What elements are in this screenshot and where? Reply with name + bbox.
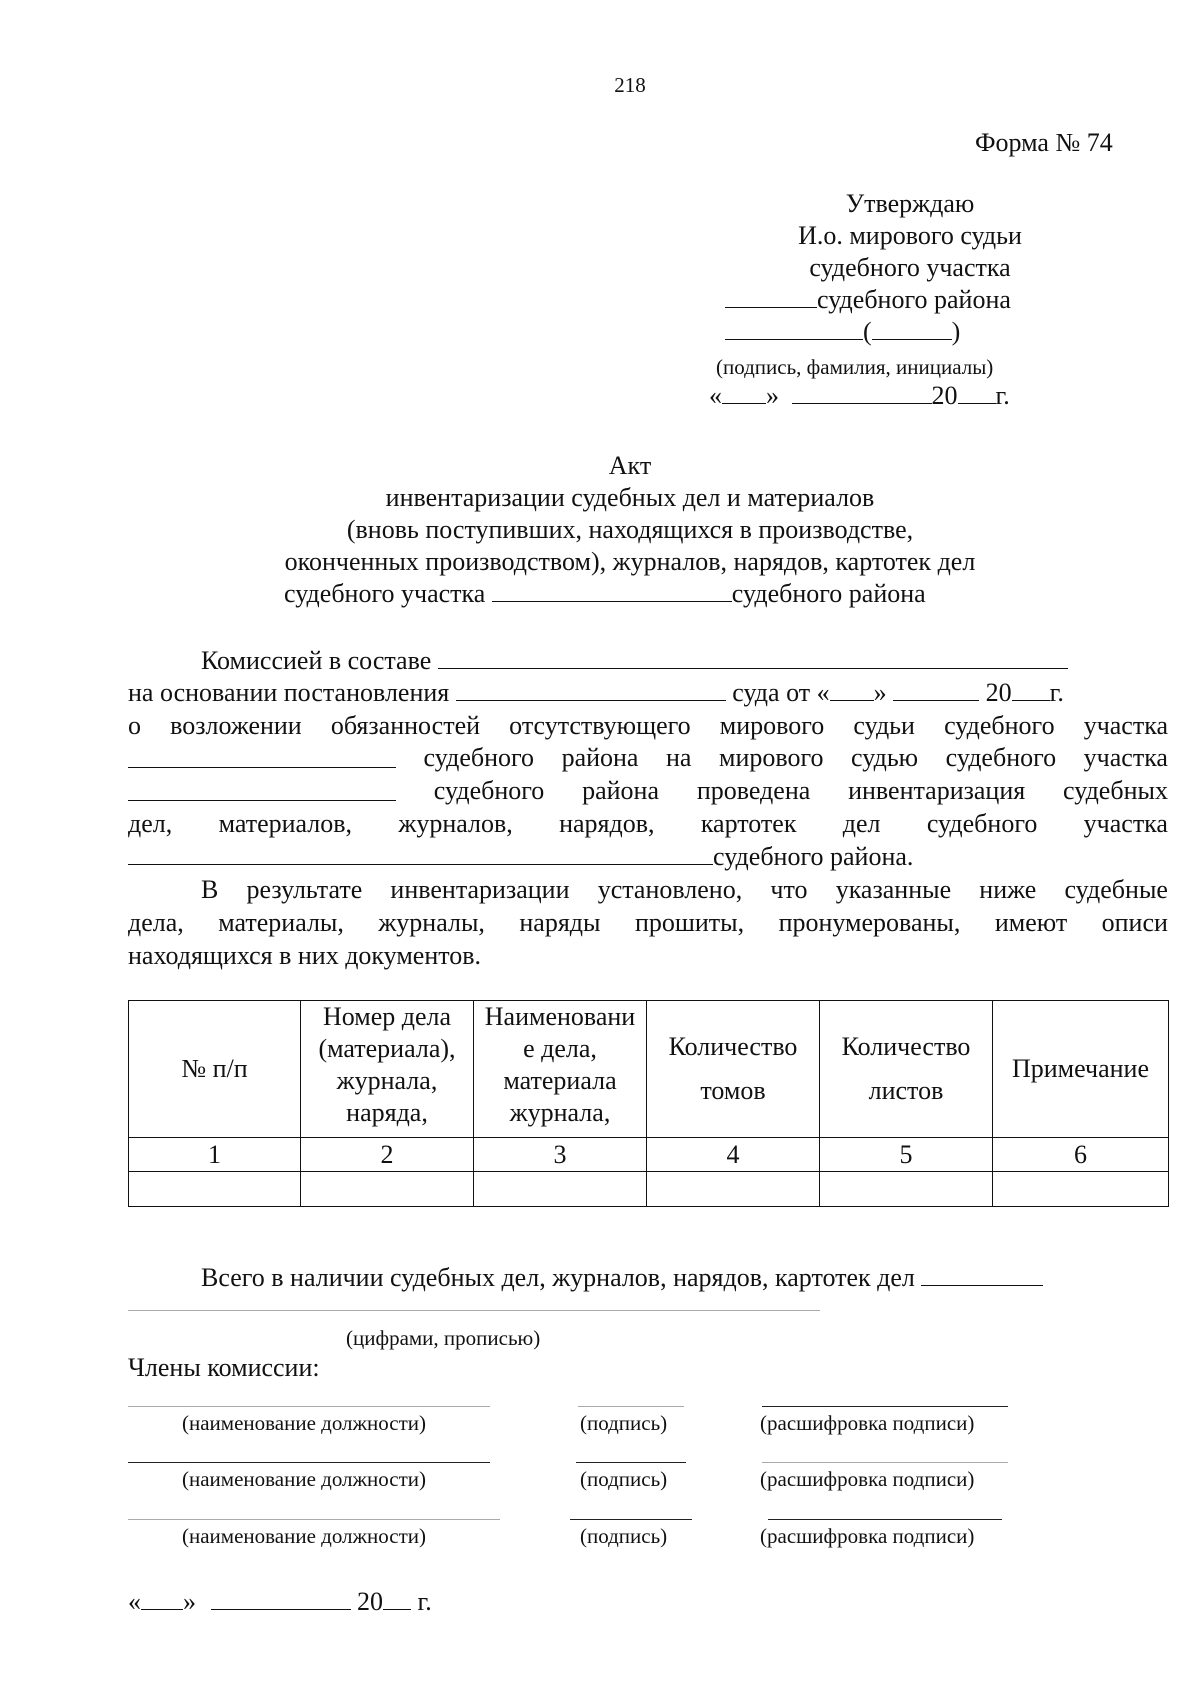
- section-line-4: судебного района на мирового судью судебного участка: [128, 742, 1168, 774]
- section-line-7: судебного района.: [128, 841, 913, 873]
- total-blank[interactable]: [921, 1284, 1043, 1286]
- approval-line-3: судебного участка: [809, 253, 1011, 282]
- header-cell-number: № п/п: [129, 1001, 301, 1138]
- approval-date: « » 20 г.: [709, 381, 1010, 410]
- approval-month-blank[interactable]: [792, 402, 932, 404]
- decoding-line-3[interactable]: [768, 1519, 1002, 1520]
- total-caption: (цифрами, прописью): [346, 1326, 541, 1350]
- header-cell-case-number: Номер дела (материала), журнала, наряда,: [301, 1001, 474, 1138]
- signature-caption: (подпись): [580, 1467, 668, 1491]
- page-number: 218: [614, 73, 646, 97]
- position-caption: (наименование должности): [182, 1524, 427, 1548]
- footer-month-blank[interactable]: [211, 1608, 351, 1610]
- table-cell[interactable]: [993, 1172, 1169, 1207]
- name-blank[interactable]: [872, 338, 952, 340]
- decoding-line-1[interactable]: [762, 1406, 1008, 1407]
- approval-line-4: судебного района: [725, 284, 1011, 316]
- result-line-1: В результате инвентаризации установлено, что указанные ниже судебные: [201, 875, 1168, 904]
- signature-caption: (подпись): [580, 1524, 668, 1548]
- approval-year-blank[interactable]: [958, 402, 996, 404]
- act-subtitle-4: судебного участка судебного района: [284, 579, 926, 608]
- header-cell-case-name: Наименовани е дела, материала журнала,: [474, 1001, 647, 1138]
- signature-line-3[interactable]: [570, 1519, 692, 1520]
- header-cell-volumes: Количество томов: [647, 1001, 820, 1138]
- column-number-cell: 1: [129, 1138, 301, 1172]
- result-line-2: дела, материалы, журналы, наряды прошиты, пронумерованы, имеют описи: [128, 908, 1168, 937]
- table-number-row: [129, 1138, 1169, 1172]
- resolution-line: на основании постановления суда от « » 20 г.: [128, 678, 1064, 707]
- position-caption: (наименование должности): [182, 1411, 427, 1435]
- footer-date: « » 20 г.: [128, 1587, 432, 1616]
- column-number-cell: 2: [301, 1138, 474, 1172]
- signature-line-2[interactable]: [576, 1462, 686, 1463]
- table-cell[interactable]: [820, 1172, 993, 1207]
- section-line-6: дел, материалов, журналов, нарядов, картотек дел судебного участка: [128, 809, 1168, 838]
- section-blank-2[interactable]: [128, 799, 396, 801]
- signature-blank[interactable]: [725, 338, 863, 340]
- section-blank-3[interactable]: [128, 863, 713, 865]
- total-continuation-line[interactable]: [128, 1310, 820, 1311]
- approval-signature-line: ( ): [725, 316, 960, 348]
- column-number-cell: 3: [474, 1138, 647, 1172]
- commission-line: Комиссией в составе: [201, 645, 1068, 677]
- section-blank-1[interactable]: [128, 766, 396, 768]
- table-row: [129, 1172, 1169, 1207]
- approval-day-blank[interactable]: [722, 402, 766, 404]
- decoding-caption: (расшифровка подписи): [760, 1524, 975, 1548]
- table-cell[interactable]: [301, 1172, 474, 1207]
- header-cell-sheets: Количество листов: [820, 1001, 993, 1138]
- position-line-3[interactable]: [128, 1519, 500, 1520]
- duties-line: о возложении обязанностей отсутствующего мирового судьи судебного участка: [128, 711, 1168, 740]
- resolution-year-blank[interactable]: [1012, 699, 1050, 701]
- result-line-3: находящихся в них документов.: [128, 941, 482, 970]
- resolution-day-blank[interactable]: [830, 699, 874, 701]
- signature-caption: (подпись, фамилия, инициалы): [716, 355, 994, 379]
- signature-caption: (подпись): [580, 1411, 668, 1435]
- total-line: Всего в наличии судебных дел, журналов, нарядов, картотек дел: [201, 1262, 1043, 1294]
- form-label: Форма № 74: [975, 128, 1113, 157]
- act-subtitle-1: инвентаризации судебных дел и материалов: [385, 483, 875, 512]
- members-heading: Члены комиссии:: [128, 1353, 320, 1382]
- decoding-caption: (расшифровка подписи): [760, 1467, 975, 1491]
- position-line-1[interactable]: [128, 1406, 490, 1407]
- approval-line-1: Утверждаю: [845, 189, 975, 218]
- signature-line-1[interactable]: [578, 1406, 684, 1407]
- table-cell[interactable]: [647, 1172, 820, 1207]
- resolution-month-blank[interactable]: [893, 699, 979, 701]
- title-court-blank[interactable]: [492, 600, 732, 602]
- footer-day-blank[interactable]: [141, 1608, 183, 1610]
- approval-line-2: И.о. мирового судьи: [798, 221, 1022, 250]
- column-number-cell: 5: [820, 1138, 993, 1172]
- act-title: Акт: [608, 451, 652, 480]
- decoding-caption: (расшифровка подписи): [760, 1411, 975, 1435]
- decoding-line-2[interactable]: [762, 1462, 1008, 1463]
- column-number-cell: 4: [647, 1138, 820, 1172]
- table-cell[interactable]: [474, 1172, 647, 1207]
- position-line-2[interactable]: [128, 1462, 490, 1463]
- district-blank[interactable]: [725, 306, 817, 308]
- footer-year-blank[interactable]: [383, 1608, 411, 1610]
- table-cell[interactable]: [129, 1172, 301, 1207]
- inventory-table: [128, 1000, 1169, 1207]
- resolution-court-blank[interactable]: [456, 699, 726, 701]
- header-cell-note: Примечание: [993, 1001, 1169, 1138]
- act-subtitle-3: оконченных производством), журналов, нарядов, картотек дел: [284, 547, 976, 576]
- commission-members-blank[interactable]: [438, 667, 1068, 669]
- table-header-row: [129, 1001, 1169, 1138]
- position-caption: (наименование должности): [182, 1467, 427, 1491]
- act-subtitle-2: (вновь поступивших, находящихся в производстве,: [346, 515, 914, 544]
- column-number-cell: 6: [993, 1138, 1169, 1172]
- section-line-5: судебного района проведена инвентаризация судебных: [128, 775, 1168, 807]
